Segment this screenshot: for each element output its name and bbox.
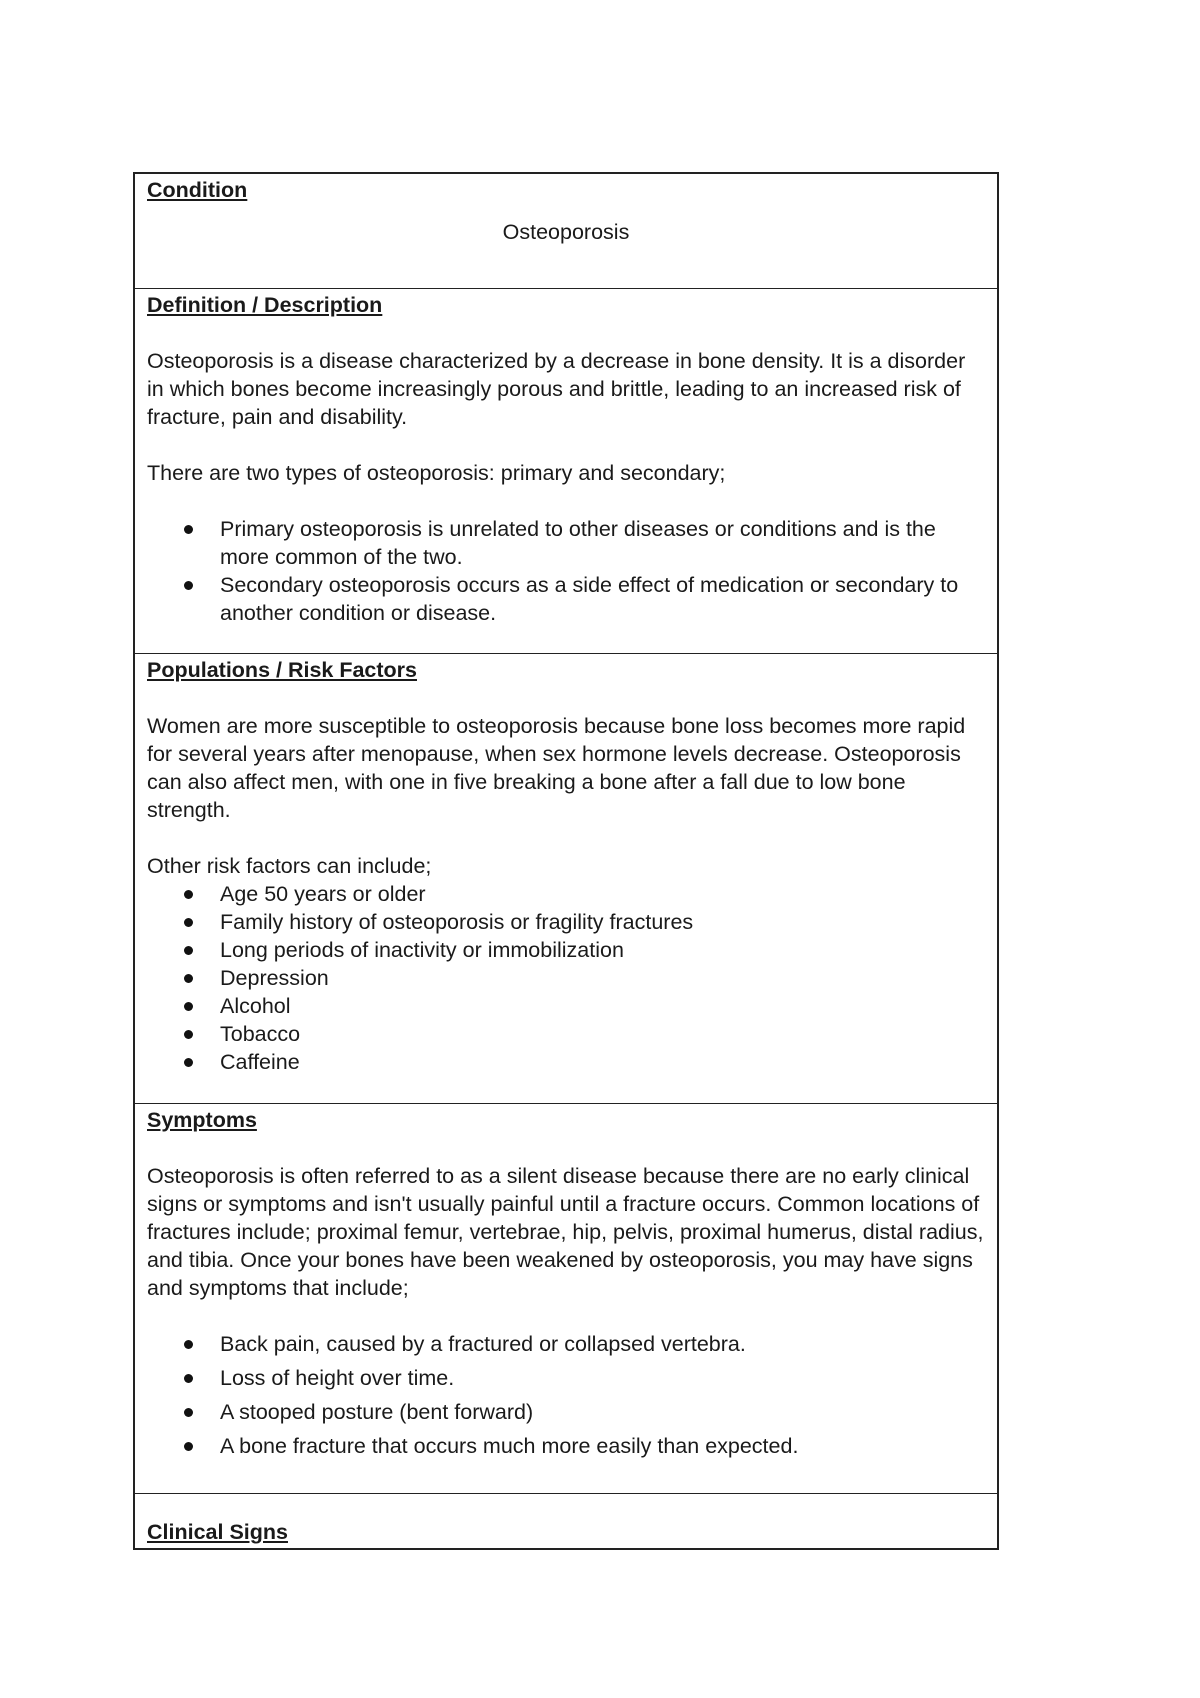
list-item-text: Back pain, caused by a fractured or collapsed vertebra. [220, 1332, 746, 1356]
symptoms-paragraph: Osteoporosis is often referred to as a silent disease because there are no early clinical signs or symptoms and isn't usually painful until a fracture occurs. Common locations of fractures include; proximal femur, vertebrae, hip, pelvis, proximal humerus, distal radius, and tibia. Once your bones have been weakened by osteoporosis, you may have signs and symptoms that include; [147, 1164, 984, 1300]
list-item-text: A stooped posture (bent forward) [220, 1400, 534, 1424]
list-item [147, 936, 985, 964]
list-item [147, 1020, 985, 1048]
list-item-text: Alcohol [220, 994, 291, 1018]
bullet-icon [184, 1058, 193, 1067]
symptoms-heading: Symptoms [147, 1108, 257, 1132]
list-item [147, 1364, 985, 1392]
symptoms-row [135, 1104, 997, 1494]
definition-paragraph: Osteoporosis is a disease characterized by a decrease in bone density. It is a disorder in which bones become increasingly porous and brittle, leading to an increased risk of fracture, pain and disability. [147, 349, 966, 429]
bullet-icon [184, 1374, 193, 1383]
list-item [147, 964, 985, 992]
definition-heading: Definition / Description [147, 293, 383, 317]
bullet-icon [184, 890, 193, 899]
condition-row [135, 174, 997, 289]
list-item [147, 571, 985, 627]
list-item-text: Family history of osteoporosis or fragility fractures [220, 910, 694, 934]
list-item [147, 1048, 985, 1076]
populations-paragraph: Women are more susceptible to osteoporosis because bone loss becomes more rapid for several years after menopause, when sex hormone levels decrease. Osteoporosis can also affect men, with one in five breaking a bone after a fall due to low bone strength. [147, 714, 966, 822]
bullet-icon [184, 918, 193, 927]
risk-factor-list [147, 880, 985, 1076]
bullet-icon [184, 1002, 193, 1011]
list-item-text: Tobacco [220, 1022, 301, 1046]
clinical-signs-row [135, 1494, 997, 1548]
risk-intro: Other risk factors can include; [147, 854, 432, 878]
clinical-signs-heading: Clinical Signs [147, 1520, 288, 1544]
bullet-icon [184, 1340, 193, 1349]
bullet-icon [184, 1408, 193, 1417]
list-item [147, 992, 985, 1020]
populations-row [135, 654, 997, 1104]
list-item-text: Depression [220, 966, 329, 990]
list-item [147, 1398, 985, 1426]
types-list [147, 515, 985, 627]
list-item [147, 880, 985, 908]
list-item-text: Primary osteoporosis is unrelated to other diseases or conditions and is the more common of the two. [220, 517, 936, 569]
list-item-text: Age 50 years or older [220, 882, 426, 906]
list-item [147, 1432, 985, 1460]
condition-heading: Condition [147, 178, 248, 202]
list-item-text: Secondary osteoporosis occurs as a side effect of medication or secondary to another condition or disease. [220, 573, 959, 625]
bullet-icon [184, 1442, 193, 1451]
list-item-text: A bone fracture that occurs much more easily than expected. [220, 1434, 799, 1458]
list-item-text: Loss of height over time. [220, 1366, 455, 1390]
bullet-icon [184, 946, 193, 955]
types-intro: There are two types of osteoporosis: primary and secondary; [147, 461, 726, 485]
list-item [147, 1330, 985, 1358]
condition-value: Osteoporosis [502, 220, 630, 244]
bullet-icon [184, 1030, 193, 1039]
list-item [147, 908, 985, 936]
list-item [147, 515, 985, 571]
populations-heading: Populations / Risk Factors [147, 658, 417, 682]
symptom-list [147, 1330, 985, 1460]
bullet-icon [184, 525, 193, 534]
bullet-icon [184, 974, 193, 983]
bullet-icon [184, 581, 193, 590]
list-item-text: Caffeine [220, 1050, 300, 1074]
condition-table [133, 172, 999, 1550]
list-item-text: Long periods of inactivity or immobilization [220, 938, 624, 962]
definition-row [135, 289, 997, 654]
